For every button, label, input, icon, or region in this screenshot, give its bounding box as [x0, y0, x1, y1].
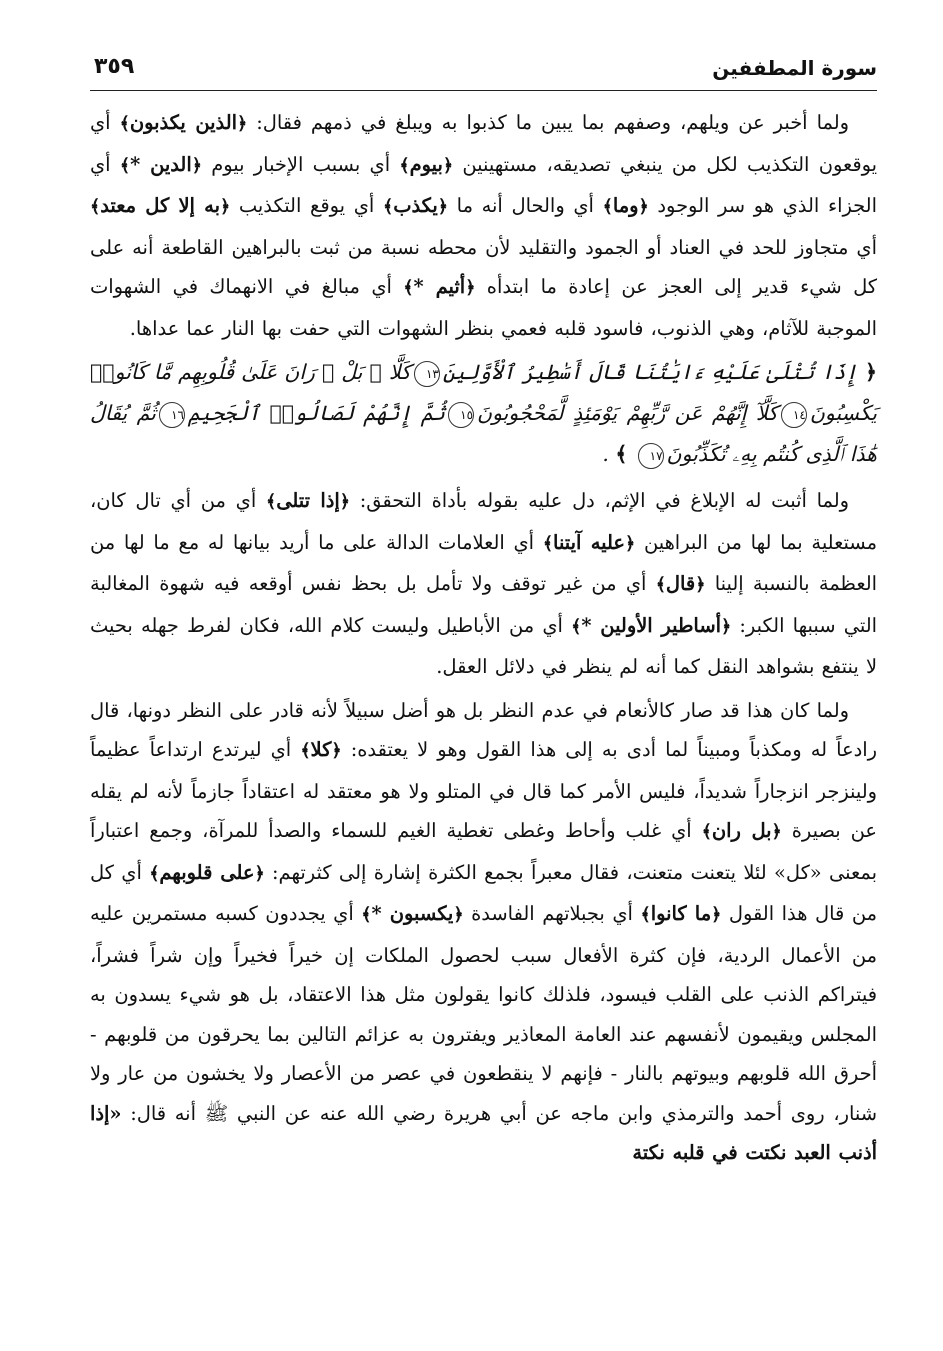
quoted-quran-word	[399, 153, 453, 176]
quoted-quran-text: يكسبون *	[371, 902, 454, 925]
ayah-number-marker: ١٤	[781, 402, 807, 428]
commentary-text: أي غلب وأحاط وغطى تغطية الغيم للسماء والصدأ للمرآة، وجمع اعتباراً بمعنى «كل» لئلا يتعنت متعنت، فقال معبراً بجمع الكثرة إشارة إلى كثرتهم:	[90, 819, 877, 884]
quoted-quran-text: على قلوبهم	[159, 860, 255, 884]
commentary-text: أي بسبب الإخبار بيوم	[201, 152, 400, 176]
quoted-quran-word	[149, 861, 264, 884]
quran-bracket-open: ﴿	[638, 197, 649, 217]
verse-text: كَلَّآ إِنَّهُمْ عَن رَّبِّهِمْ يَوْمَئِذٍ لَّمَحْجُوبُونَ	[477, 401, 778, 425]
quran-verses-block	[90, 352, 877, 475]
quran-bracket-close: ﴾	[571, 616, 582, 637]
surah-title: سورة المطففين	[712, 56, 877, 80]
verse-text: إِذَا تُتْلَىٰ عَلَيْهِ ءَايَٰتُنَا قَالَ أَسَٰطِيرُ ٱلْأَوَّلِينَ	[442, 360, 858, 384]
quran-bracket-open: ﴿	[331, 741, 342, 761]
quoted-quran-text: عليه آيتنا	[553, 530, 625, 554]
quran-bracket-open: ﴿	[771, 822, 782, 842]
commentary-text: أي يجددون كسبه مستمرين عليه من الأعمال الردية، فإن كثرة الأفعال سبب لحصول الملكات إن خيراً فخيراً وإن شراً فشراً، فيتراكم الذنب على القلب فيسود، فلذلك كانوا يقولون مثل هذا الاعتقاد، بل هو شيء يسدون به المجلس ويقيمون لأنفسهم عند العامة المعاذير ويفترون به عزائم التالين بما يحرقون من قلوبهم - أحرق الله قلوبهم وبيوتهم بالنار - فإنهم لا ينقطعون في عصر من الأعصار ولا يخشون من عار ولا شنار، روى أحمد والترمذي وابن ماجه عن أبي هريرة رضي الله عنه عن النبي ﷺ أنه قال:	[90, 902, 877, 1125]
commentary-text: أي بجبلاتهم الفاسدة	[463, 902, 641, 925]
commentary-text: أي مبالغ في الانهماك في الشهوات الموجبة للآثام، وهي الذنوب، فاسود قلبه فعمي بنظر الشهوات التي حفت بها النار عما عداها.	[90, 275, 877, 340]
verse-text: كَلَّا ۖ بَلْ ۜ رَانَ عَلَىٰ قُلُوبِهِم مَّا كَانُوا۟ يَكْسِبُونَ	[90, 360, 877, 425]
quran-bracket-close: ﴾	[399, 155, 410, 176]
quran-bracket-close: ﴾	[149, 863, 160, 884]
commentary-before-verses	[90, 103, 877, 348]
commentary-text: أي من أي تال كان، مستعلية بما لها من البراهين	[90, 489, 877, 554]
quoted-quran-text: ما كانوا	[650, 902, 712, 925]
quran-bracket-close: ﴾	[90, 197, 101, 217]
page-header	[90, 52, 877, 91]
quran-bracket-open: ﴿	[711, 905, 722, 925]
commentary-text: أي يوقع التكذيب	[230, 194, 383, 217]
commentary-text: أي متجاوز للحد في العناد أو الجمود والتقليد لأن محطه نسبة من ثبت بالبراهين القاطعة أنه على كل شيء قدير إلى العجز عن إعادة ما ابتدأه	[90, 235, 877, 298]
ayah-number-marker: ١٣	[414, 361, 440, 387]
quoted-quran-text: أثيم *	[413, 275, 466, 298]
quran-bracket-open: ﴿	[453, 905, 464, 925]
verse-text: ثُمَّ يُقَالُ هَٰذَا ٱلَّذِى كُنتُم بِهِۦ تُكَذِّبُونَ	[90, 401, 877, 466]
commentary-after-verses	[90, 481, 877, 1173]
quoted-quran-text: أساطير الأولين *	[581, 613, 721, 637]
commentary-paragraph	[90, 691, 877, 1173]
quoted-quran-word	[120, 153, 202, 176]
quran-bracket-open: ﴿	[625, 533, 636, 554]
page-number: ٣٥٩	[94, 54, 135, 79]
quoted-quran-text: الذين يكذبون	[129, 111, 238, 134]
quoted-quran-word	[656, 572, 706, 595]
quran-bracket-open: ﴿	[191, 155, 202, 176]
quoted-quran-word	[543, 531, 635, 554]
commentary-text: ولما أخبر عن ويلهم، وصفهم بما يبين ما كذبوا به ويبلغ في ذمهم فقال:	[247, 111, 849, 134]
quran-bracket-close: ﴾	[701, 822, 712, 842]
quoted-quran-word	[266, 489, 350, 512]
commentary-text: ولما أثبت له الإبلاغ في الإثم، دل عليه بقوله بأداة التحقق:	[349, 489, 849, 512]
verse-bracket-close: ﴾	[615, 442, 635, 466]
quran-bracket-close: ﴾	[655, 575, 666, 595]
verse-end-mark: .	[602, 442, 616, 466]
quoted-quran-word	[702, 819, 782, 842]
commentary-paragraph	[90, 481, 877, 687]
quran-bracket-open: ﴿	[254, 863, 265, 884]
quoted-quran-word	[641, 902, 722, 925]
commentary-paragraph	[90, 103, 877, 348]
commentary-text: أي من غير توقف ولا تأمل بل بحظ نفس أوقعه فيه شهوة المغالبة التي سببها الكبر:	[90, 572, 877, 637]
quran-bracket-open: ﴿	[237, 114, 248, 134]
ayah-number-marker: ١٥	[448, 402, 474, 428]
quran-bracket-close: ﴾	[640, 905, 651, 925]
quran-bracket-open: ﴿	[465, 278, 476, 298]
quoted-quran-word	[383, 194, 448, 217]
quoted-quran-word	[571, 614, 731, 637]
verse-bracket-open: ﴿	[857, 360, 877, 384]
commentary-text: ولما كان هذا قد صار كالأنعام في عدم النظر بل هو أضل سبيلاً لأنه قادر على النظر دونها، قال رادعاً له ومكذباً ومبيناً لما أدى به إلى هذا القول وهو لا يعتقده:	[90, 698, 877, 761]
hadith-quote: «إذا أذنب العبد نكتت في قلبه نكتة	[90, 1101, 877, 1164]
quran-bracket-close: ﴾	[361, 905, 372, 925]
quoted-quran-text: به إلا كل معتد	[100, 194, 220, 217]
quoted-quran-word	[361, 902, 463, 925]
quoted-quran-text: قال	[665, 572, 696, 595]
quoted-quran-word	[90, 194, 230, 217]
quran-bracket-close: ﴾	[265, 492, 277, 512]
verse-text: ثُمَّ إِنَّهُمْ لَصَالُوا۟ ٱلْجَحِيمِ	[187, 401, 446, 425]
commentary-text: أي ليرتدع ارتداعاً عظيماً ولينزجر انزجاراً شديداً، فليس الأمر كما قال في المتلو ولا هو معتقد له اعتقاداً جازماً لأنه لم يقله عن بصيرة	[90, 738, 877, 842]
quoted-quran-word	[120, 111, 248, 134]
quoted-quran-text: الدين *	[130, 152, 192, 176]
commentary-text: أي الجزاء الذي هو سر الوجود	[90, 152, 877, 217]
commentary-text: أي كل من قال هذا القول	[90, 860, 877, 925]
ayah-number-marker: ١٧	[638, 443, 664, 469]
commentary-text: أي والحال أنه ما	[447, 194, 603, 217]
quoted-quran-text: وما	[612, 194, 639, 217]
quran-bracket-close: ﴾	[542, 533, 554, 554]
quran-bracket-close: ﴾	[403, 278, 414, 298]
book-page	[90, 52, 877, 1322]
quran-bracket-open: ﴿	[219, 197, 231, 217]
commentary-text: أي العلامات الدالة على ما أريد بيانها له مع ما لها من العظمة بالنسبة إلينا	[90, 530, 877, 595]
quran-bracket-close: ﴾	[119, 114, 130, 134]
quran-bracket-open: ﴿	[442, 155, 454, 176]
page-content	[90, 91, 877, 1173]
quran-bracket-close: ﴾	[300, 741, 311, 761]
quoted-quran-word	[603, 194, 649, 217]
quran-bracket-close: ﴾	[602, 197, 613, 217]
quran-bracket-open: ﴿	[695, 575, 706, 595]
commentary-text: أي يوقعون التكذيب لكل من ينبغي تصديقه، مستهينين	[90, 111, 878, 176]
ayah-number-marker: ١٦	[159, 402, 185, 428]
quoted-quran-word	[403, 275, 475, 298]
quran-bracket-open: ﴿	[339, 492, 350, 512]
quran-bracket-close: ﴾	[119, 155, 131, 176]
quoted-quran-text: بل ران	[711, 819, 772, 842]
quoted-quran-text: يكذب	[393, 194, 438, 217]
quoted-quran-text: بيوم	[409, 152, 443, 176]
quoted-quran-word	[300, 738, 341, 761]
quoted-quran-text: إذا تتلى	[276, 489, 340, 512]
quoted-quran-text: كلا	[310, 738, 332, 761]
quran-bracket-close: ﴾	[382, 197, 394, 217]
commentary-text: أي من الأباطيل وليست كلام الله، فكان لفرط جهله بحيث لا ينتفع بشواهد النقل كما أنه لم ينظر في دلائل العقل.	[90, 613, 877, 678]
quran-bracket-open: ﴿	[437, 197, 448, 217]
quran-bracket-open: ﴿	[720, 616, 732, 637]
